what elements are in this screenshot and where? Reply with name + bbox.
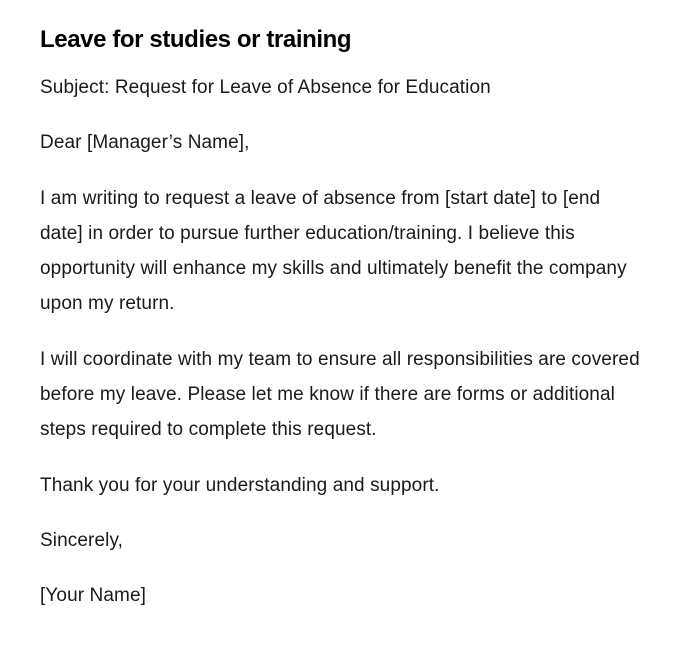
letter-thanks: Thank you for your understanding and support. (40, 474, 440, 496)
letter-paragraph-2: I will coordinate with my team to ensure all responsibilities are covered before my leave. Please let me know if there are forms or additional steps required to complete this request. (40, 348, 640, 441)
letter-paragraph-1: I am writing to request a leave of absence from [start date] to [end date] in order to pursue further education/training. I believe this opportunity will enhance my skills and ultimately benefit the company upon my return. (40, 187, 627, 315)
letter-title: Leave for studies or training (40, 26, 352, 53)
letter-subject: Subject: Request for Leave of Absence for Education (40, 77, 491, 98)
letter-signature: [Your Name] (40, 585, 147, 607)
letter-sign-off: Sincerely, (40, 529, 124, 551)
letter-greeting: Dear [Manager’s Name], (40, 132, 250, 154)
